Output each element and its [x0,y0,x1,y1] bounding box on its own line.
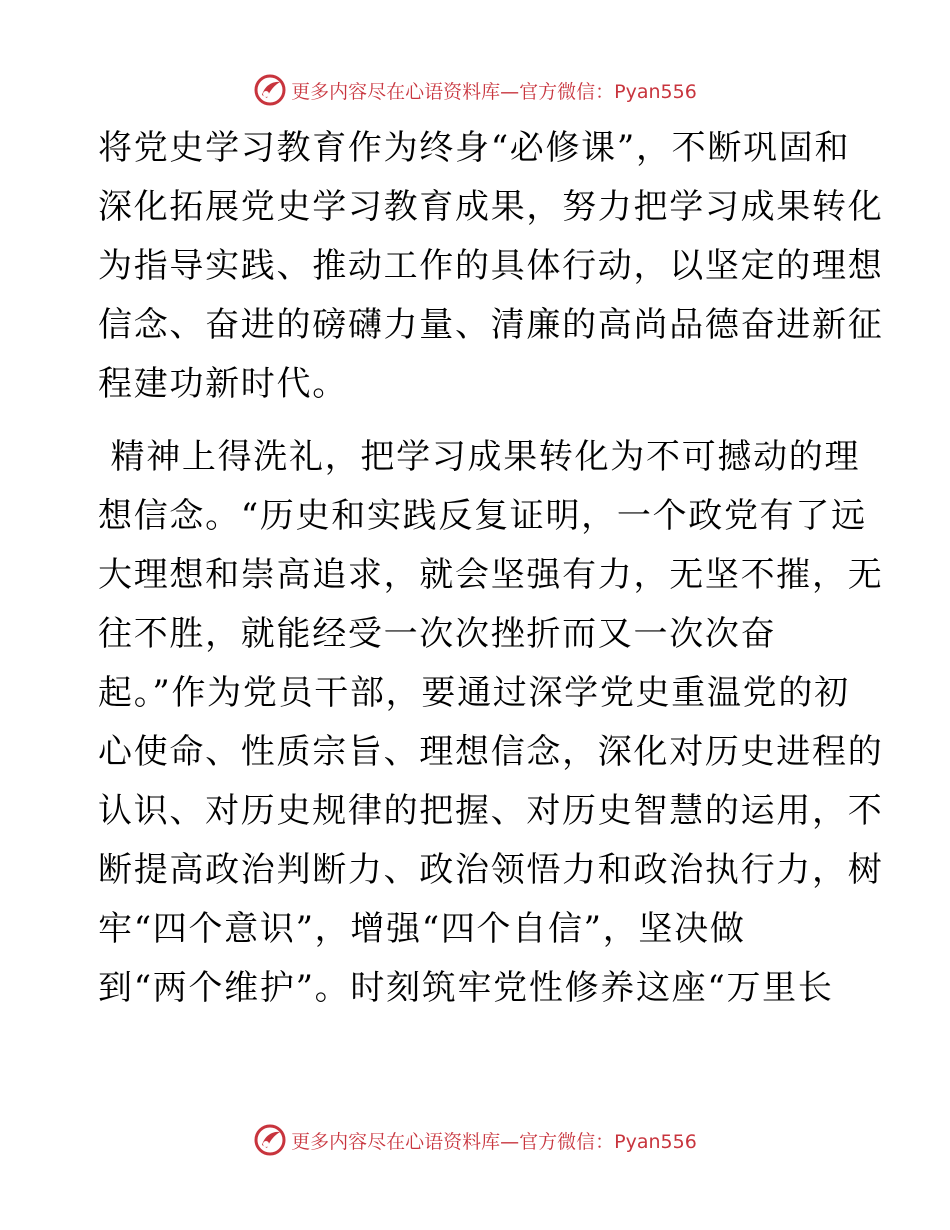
text-line: 断提高政治判断力、政治领悟力和政治执行力，树 [98,850,884,890]
text-line: 往不胜，就能经受一次次挫折而又一次次奋 [98,614,777,654]
text-line: 程建功新时代。 [98,364,348,404]
logo-icon [253,1123,287,1157]
header-banner-text: 更多内容尽在心语资料库—官方微信：Pyan556 [291,80,697,103]
document-body [98,119,884,1018]
text-line: 精神上得洗礼，把学习成果转化为不可撼动的理 [98,437,861,477]
text-line: 认识、对历史规律的把握、对历史智慧的运用，不 [98,791,884,831]
text-line: 牢“四个意识”，增强“四个自信”，坚决做 [98,909,746,949]
text-line: 想信念。“历史和实践反复证明，一个政党有了远 [98,496,867,536]
paragraph-2 [98,428,884,1018]
header-banner [0,70,950,110]
logo-icon [253,73,287,107]
text-line: 到“两个维护”。时刻筑牢党性修养这座“万里长 [98,968,834,1008]
text-line: 为指导实践、推动工作的具体行动，以坚定的理想 [98,246,884,286]
text-line: 信念、奋进的磅礴力量、清廉的高尚品德奋进新征 [98,305,884,345]
text-line: 大理想和崇高追求，就会坚强有力，无坚不摧，无 [98,555,884,595]
footer-banner-text: 更多内容尽在心语资料库—官方微信：Pyan556 [291,1130,697,1153]
text-line: 起。”作为党员干部，要通过深学党史重温党的初 [98,673,850,713]
text-line: 将党史学习教育作为终身“必修课”，不断巩固和 [98,128,851,168]
footer-banner [0,1120,950,1160]
paragraph-gap [98,414,858,428]
paragraph-1 [98,119,884,414]
text-line: 深化拓展党史学习教育成果，努力把学习成果转化 [98,187,884,227]
text-line: 心使命、性质宗旨、理想信念，深化对历史进程的 [98,732,884,772]
